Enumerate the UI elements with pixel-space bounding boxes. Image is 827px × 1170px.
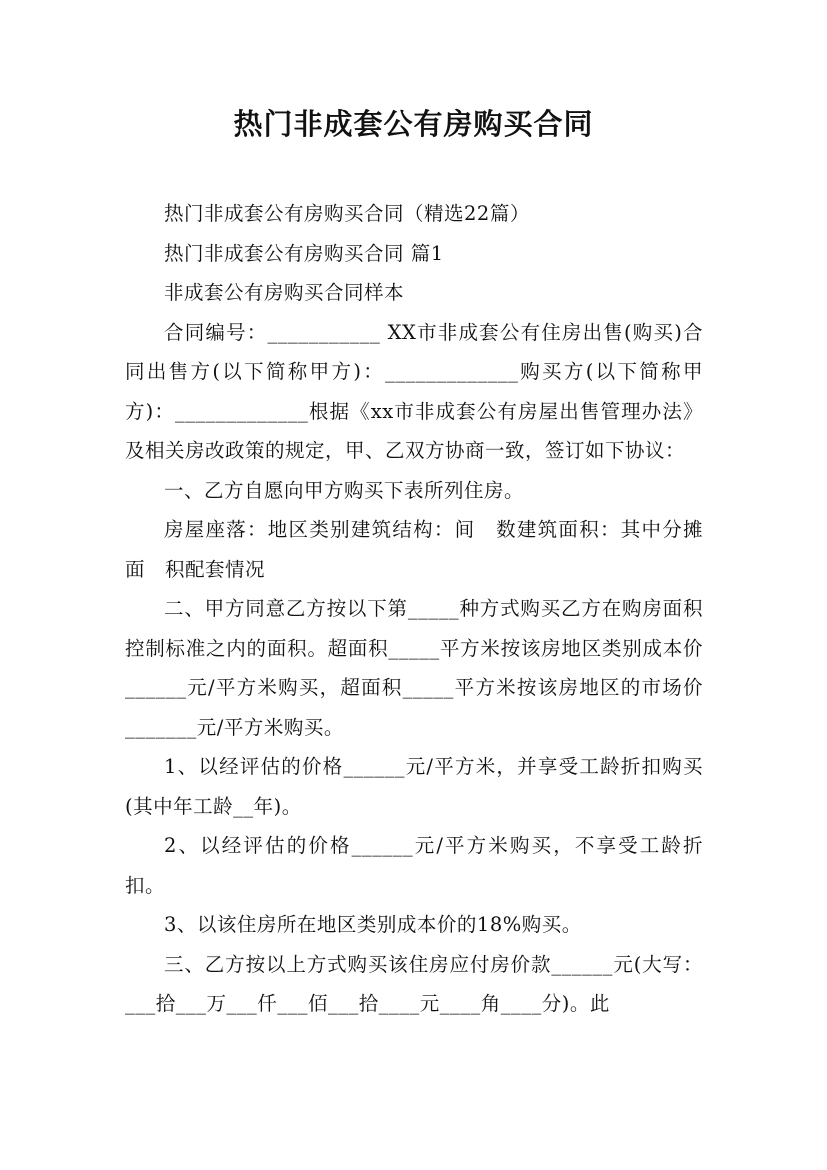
paragraph-house-location: 房屋座落：地区类别建筑结构：间 数建筑面积：其中分摊面 积配套情况: [125, 518, 703, 581]
paragraph-collection-title: 热门非成套公有房购买合同（精选22篇）: [164, 202, 530, 225]
document-body: [125, 194, 703, 1024]
paragraph-clause-two: 二、甲方同意乙方按以下第_____种方式购买乙方在购房面积控制标准之内的面积。超面积_____平方米按该房地区类别成本价______元/平方米购买，超面积_____平方米按该房地区的市场价_______元/平方米购买。: [125, 597, 703, 739]
document-title: 热门非成套公有房购买合同: [233, 107, 594, 141]
paragraph-contract-preamble: 合同编号：___________ XX市非成套公有住房出售(购买)合同出售方(以下简称甲方)：_____________购买方(以下简称甲方)：_____________根据《xx市非成套公有房屋出售管理办法》及相关房改政策的规定，甲、乙双方协商一致，签订如下协议：: [125, 320, 703, 462]
paragraph-sample-heading: 非成套公有房购买合同样本: [164, 281, 405, 304]
paragraph-clause-one: 一、乙方自愿向甲方购买下表所列住房。: [164, 478, 525, 502]
paragraph-option-three: 3、以该住房所在地区类别成本价的18%购买。: [164, 913, 582, 936]
paragraph-option-one: 1、以经评估的价格______元/平方米，并享受工龄折扣购买(其中年工龄__年)。: [125, 755, 703, 818]
paragraph-clause-three: 三、乙方按以上方式购买该住房应付房价款______元(大写：___拾___万___仟___佰___拾____元____角____分)。此: [125, 952, 703, 1015]
paragraph-article-heading: 热门非成套公有房购买合同 篇1: [164, 241, 444, 265]
paragraph-option-two: 2、以经评估的价格______元/平方米购买，不享受工龄折扣。: [125, 834, 703, 897]
